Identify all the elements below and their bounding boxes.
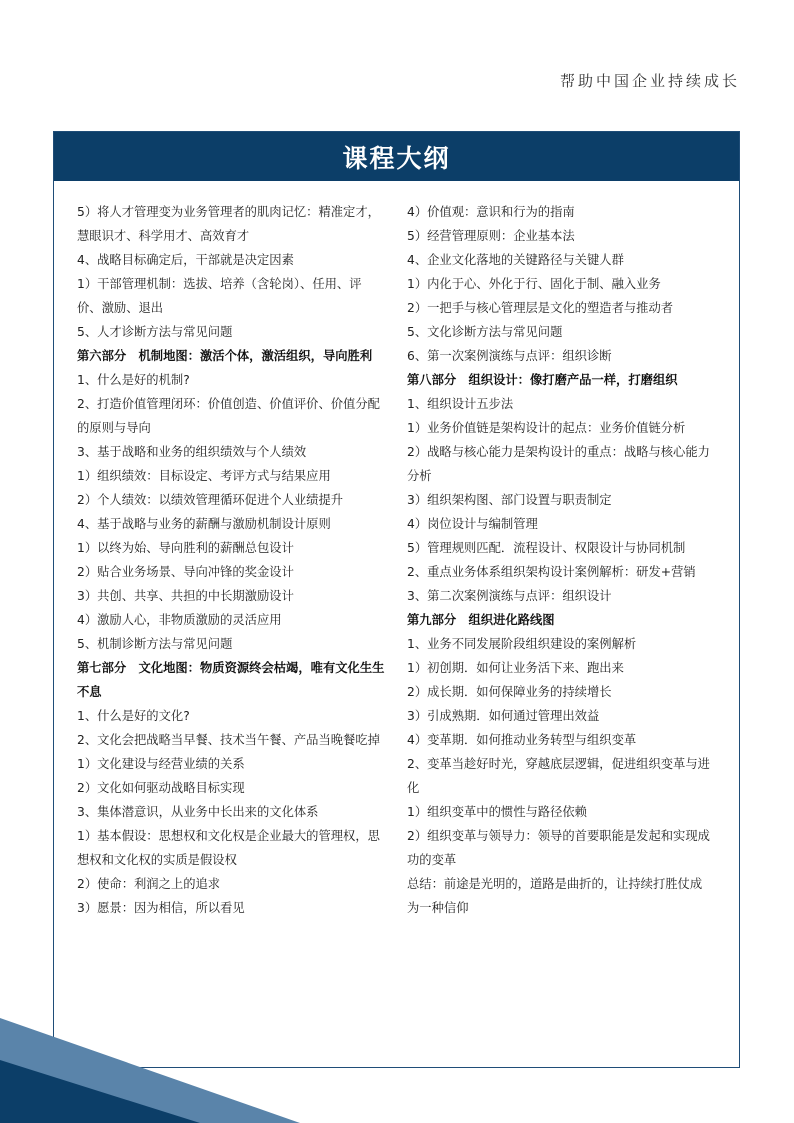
outline-item: 1）组织变革中的惯性与路径依赖: [407, 805, 587, 819]
outline-title: 课程大纲: [54, 132, 739, 181]
outline-item: 4、战略目标确定后，干部就是决定因素: [77, 253, 294, 267]
outline-item: 4）变革期．如何推动业务转型与组织变革: [407, 733, 637, 747]
outline-item: 3）共创、共享、共担的中长期激励设计: [77, 589, 294, 603]
outline-item: 4、基于战略与业务的薪酬与激励机制设计原则: [77, 517, 331, 531]
outline-item: 2、重点业务体系组织架构设计案例解析：研发+营销: [407, 565, 696, 579]
outline-item: 3、集体潜意识，从业务中长出来的文化体系: [77, 805, 319, 819]
outline-item: 3）组织架构图、部门设置与职责制定: [407, 493, 612, 507]
outline-item: 3）愿景：因为相信，所以看见: [77, 901, 245, 915]
outline-item: 2）战略与核心能力是架构设计的重点：战略与核心能力分析: [407, 445, 710, 483]
outline-item: 5、机制诊断方法与常见问题: [77, 637, 233, 651]
outline-item: 5、人才诊断方法与常见问题: [77, 325, 233, 339]
outline-item: 1）干部管理机制：选拔、培养（含轮岗）、任用、评价、激励、退出: [77, 277, 362, 315]
page-tagline: 帮助中国企业持续成长: [559, 72, 740, 90]
outline-item: 1、什么是好的文化?: [77, 709, 190, 723]
outline-item: 1）内化于心、外化于行、固化于制、融入业务: [407, 277, 661, 291]
outline-item: 5、文化诊断方法与常见问题: [407, 325, 563, 339]
left-column: [77, 200, 385, 920]
outline-item: 2）一把手与核心管理层是文化的塑造者与推动者: [407, 301, 674, 315]
outline-item: 2、变革当趁好时光，穿越底层逻辑，促进组织变革与进化: [407, 757, 710, 795]
section-heading: 第八部分 组织设计：像打磨产品一样，打磨组织: [407, 373, 678, 387]
outline-item: 5）经营管理原则：企业基本法: [407, 229, 575, 243]
outline-item: 2）文化如何驱动战略目标实现: [77, 781, 245, 795]
outline-item: 4）激励人心，非物质激励的灵活应用: [77, 613, 282, 627]
outline-item: 1、什么是好的机制?: [77, 373, 190, 387]
outline-item: 1）以终为始、导向胜利的薪酬总包设计: [77, 541, 294, 555]
outline-item: 2）使命：利润之上的追求: [77, 877, 221, 891]
outline-item: 6、第一次案例演练与点评：组织诊断: [407, 349, 612, 363]
outline-item: 1）文化建设与经营业绩的关系: [77, 757, 245, 771]
outline-item: 4）价值观：意识和行为的指南: [407, 205, 575, 219]
outline-item: 1）初创期．如何让业务活下来、跑出来: [407, 661, 624, 675]
outline-item: 2）组织变革与领导力：领导的首要职能是发起和实现成功的变革: [407, 829, 710, 867]
outline-item: 2）个人绩效：以绩效管理循环促进个人业绩提升: [77, 493, 344, 507]
outline-item: 2）贴合业务场景、导向冲锋的奖金设计: [77, 565, 294, 579]
section-heading: 第九部分 组织进化路线图: [407, 613, 555, 627]
right-column: [407, 200, 714, 920]
outline-item: 总结：前途是光明的，道路是曲折的，让持续打胜仗成为一种信仰: [407, 877, 703, 915]
section-heading: 第六部分 机制地图：激活个体，激活组织，导向胜利: [77, 349, 373, 363]
outline-item: 5）管理规则匹配．流程设计、权限设计与协同机制: [407, 541, 686, 555]
course-outline-frame: [53, 131, 740, 1068]
outline-item: 1、组织设计五步法: [407, 397, 514, 411]
corner-decoration: [0, 1008, 300, 1123]
outline-item: 3、第二次案例演练与点评：组织设计: [407, 589, 612, 603]
outline-item: 1、业务不同发展阶段组织建设的案例解析: [407, 637, 637, 651]
section-heading: 第七部分 文化地图：物质资源终会枯竭，唯有文化生生不息: [77, 661, 385, 699]
outline-item: 5）将人才管理变为业务管理者的肌肉记忆：精准定才，慧眼识才、科学用才、高效育才: [77, 205, 380, 243]
outline-item: 1）基本假设：思想权和文化权是企业最大的管理权，思想权和文化权的实质是假设权: [77, 829, 380, 867]
outline-item: 2）成长期．如何保障业务的持续增长: [407, 685, 612, 699]
outline-item: 4、企业文化落地的关键路径与关键人群: [407, 253, 624, 267]
outline-item: 4）岗位设计与编制管理: [407, 517, 538, 531]
outline-item: 3、基于战略和业务的组织绩效与个人绩效: [77, 445, 307, 459]
outline-item: 2、文化会把战略当早餐、技术当午餐、产品当晚餐吃掉: [77, 733, 380, 747]
outline-item: 1）业务价值链是架构设计的起点：业务价值链分析: [407, 421, 686, 435]
outline-item: 3）引成熟期．如何通过管理出效益: [407, 709, 600, 723]
outline-item: 1）组织绩效：目标设定、考评方式与结果应用: [77, 469, 331, 483]
outline-item: 2、打造价值管理闭环：价值创造、价值评价、价值分配的原则与导向: [77, 397, 380, 435]
